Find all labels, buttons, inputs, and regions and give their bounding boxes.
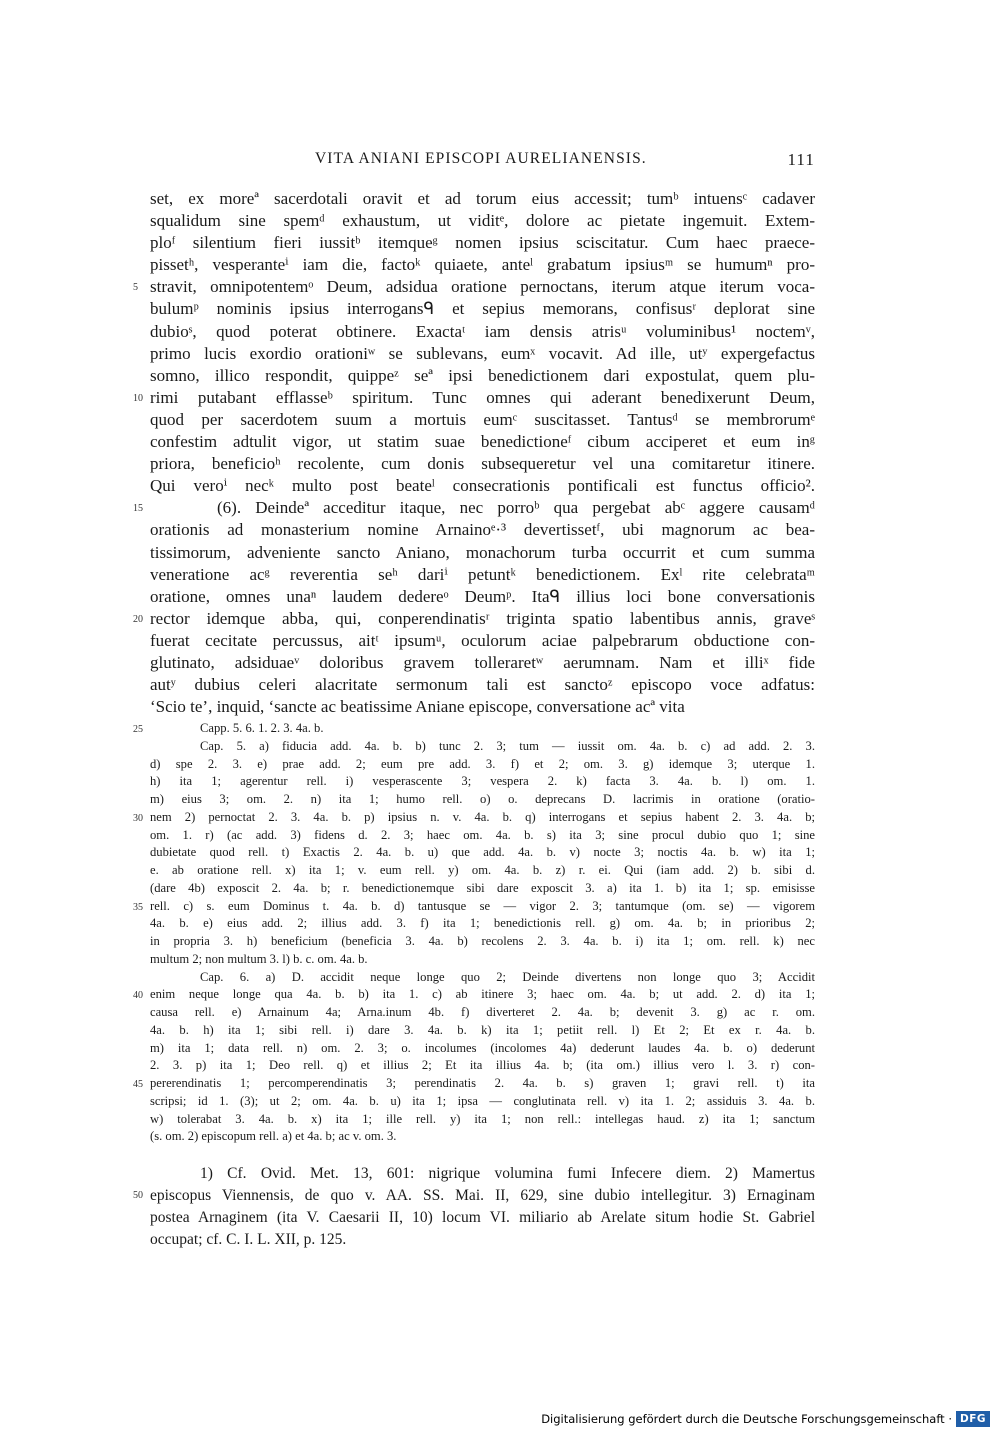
line-text: oratione, omnes unaⁿ laudem dedereᵒ Deumᵖ. Itaᑫ illius loci bone conversationis (150, 586, 815, 606)
line-text: Cap. 5. a) fiducia add. 4a. b. b) tunc 2. 3; tum — iussit om. 4a. b. c) ad add. 2. 3. (200, 738, 815, 753)
line-text: pererendinatis 1; percomperendinatis 3; perendinatis 2. 4a. b. s) graven 1; gravi rell. t) ita (150, 1076, 815, 1090)
line-text: autʸ dubius celeri alacritate sermonum tali est sanctoᶻ episcopo voce adfatus: (150, 675, 815, 695)
text-line (150, 542, 815, 564)
text-line (150, 431, 815, 453)
line-number: 5 (133, 282, 138, 294)
line-text: 2. 3. p) ita 1; Deo rell. q) et illius 2; Et ita illius 4a. b; (ita om.) illius vero l. 3. r) con- (150, 1058, 815, 1073)
text-line (133, 276, 815, 298)
line-text: om. 1. r) (ac add. 3) fidens d. 2. 3; haec om. 4a. b. s) ita 3; sine procul dubio quo 1; sine (150, 827, 815, 842)
footnotes (133, 1163, 815, 1251)
text-line (150, 475, 815, 497)
line-text: m) eius 3; om. 2. n) ita 1; humo rell. o) o. deprecans D. lacrimis in oratione (oratio- (150, 792, 815, 806)
line-text: d) spe 2. 3. e) prae add. 2; eum pre add. 3. f) et 2; om. 3. g) idemque 3; uterque 1. (150, 756, 815, 771)
line-text: Qui veroⁱ necᵏ multo post beateˡ consecrationis pontificali est functus officio². (150, 476, 815, 496)
apparatus-line (150, 969, 815, 987)
text-line (150, 519, 815, 541)
line-text: multum 2; non multum 3. l) b. c. om. 4a. b. (150, 951, 368, 966)
line-text: fuerat cecitate percussus, aitᵗ ipsumᵘ, oculorum aciae palpebrarum obductione con- (150, 630, 815, 650)
line-text: pissetʰ, vesperanteⁱ iam die, factoᵏ quiaete, anteˡ grabatum ipsiusᵐ se humumⁿ pro- (150, 255, 815, 275)
footnote-line (150, 1207, 815, 1229)
line-text: occupat; cf. C. I. L. XII, p. 125. (150, 1231, 347, 1248)
line-text: postea Arnaginem (ita V. Caesarii II, 10) locum VI. miliario ab Arelate situm hodie St. Gabriel (150, 1209, 815, 1226)
apparatus-line (133, 720, 815, 738)
line-text: rector idemque abba, qui, conperendinatisʳ triginta spatio labentibus annis, graveˢ (150, 608, 815, 628)
line-text: 1) Cf. Ovid. Met. 13, 601: nigrique volumina fumi Infecere diem. 2) Mamertus (200, 1165, 815, 1182)
text-line (150, 188, 815, 210)
apparatus-line (150, 844, 815, 862)
text-line (133, 608, 815, 630)
line-text: episcopus Viennensis, de quo v. AA. SS. Mai. II, 629, sine dubio intellegitur. 3) Ernaginam (150, 1187, 815, 1204)
text-line (133, 387, 815, 409)
line-text: confestim adtulit vigor, ut statim suae benedictioneᶠ cibum acciperet et eum inᵍ (150, 432, 815, 452)
critical-apparatus (133, 720, 815, 1146)
text-line (150, 453, 815, 475)
apparatus-line (150, 756, 815, 774)
apparatus-line (133, 809, 815, 827)
running-title: VITA ANIANI EPISCOPI AURELIANENSIS. (315, 150, 647, 167)
text-line (150, 210, 815, 232)
text-line (150, 343, 815, 365)
line-text: 4a. b. e) eius add. 2; illius add. 3. f) ita 1; benedictionis rell. g) om. 4a. b; in prioribus 2; (150, 916, 815, 931)
line-number: 50 (133, 1190, 143, 1201)
line-text: Cap. 6. a) D. accidit neque longe quo 2; Deinde divertens non longe quo 3; Accidit (200, 969, 815, 984)
line-number: 15 (133, 503, 143, 515)
apparatus-line (150, 951, 815, 969)
line-text: ‘Scio te’, inquid, ‘sancte ac beatissime Aniane episcope, conversatione acª vita (150, 697, 685, 717)
line-text: quod per sacerdotem suum a mortuis eumᶜ suscitasset. Tantusᵈ se membrorumᵉ (150, 409, 815, 429)
line-text: set, ex moreª sacerdotali oravit et ad torum eius accessit; tumᵇ intuensᶜ cadaver (150, 189, 815, 208)
apparatus-line (150, 773, 815, 791)
line-text: somno, illico respondit, quippeᶻ seª ipsi benedictionem dari expostulat, quem plu- (150, 365, 815, 385)
line-text: dubioˢ, quod poterat obtinere. Exactaᵗ iam densis atrisᵘ voluminibus¹ noctemᵛ, (150, 321, 815, 341)
text-line (150, 630, 815, 652)
apparatus-line (150, 791, 815, 809)
text-line (150, 254, 815, 276)
line-text: e. ab oratione rell. x) ita 1; v. eum rell. y) om. 4a. b. z) r. ei. Qui (iam add. 2) b. sibi d. (150, 863, 815, 877)
line-text: dubietate quod rell. t) Exactis 2. 4a. b. u) que add. 4a. b. v) nocte 3; noctis 4a. b. w) ita 1; (150, 845, 815, 860)
text-line (150, 674, 815, 696)
apparatus-line (150, 738, 815, 756)
footnote-line (133, 1185, 815, 1207)
line-number: 25 (133, 724, 143, 735)
line-text: rimi putabant efflasseᵇ spiritum. Tunc omnes qui aderant benedixerunt Deum, (150, 387, 815, 407)
line-text: orationis ad monasterium nomine Arnainoᵉ·³ devertissetᶠ, ubi magnorum ac bea- (150, 520, 815, 540)
text-line (150, 321, 815, 343)
line-number: 10 (133, 392, 143, 404)
apparatus-line (150, 1040, 815, 1058)
apparatus-line (150, 862, 815, 880)
apparatus-line (150, 1111, 815, 1129)
text-line (150, 652, 815, 674)
line-text: (dare 4b) exposcit 2. 4a. b; r. benedictionemque sibi dare exposcit 3. a) ita 1. b) ita 1; sp. emisisse (150, 880, 815, 895)
line-number: 40 (133, 990, 143, 1002)
line-text: rell. c) s. eum Dominus t. 4a. b. d) tantusque se — vigor 2. 3; tantumque (om. se) — vigorem (150, 898, 815, 913)
text-line (150, 564, 815, 586)
line-text: squalidum sine spemᵈ exhaustum, ut viditᵉ, dolore ac pietate ingemuit. Extem- (150, 211, 815, 231)
line-text: scripsi; id 1. (3); ut 2; om. 4a. b. u) ita 1; ipsa — conglutinata rell. v) ita 1. 2; assiduis 3. 4a. b. (150, 1093, 815, 1108)
text-line (150, 409, 815, 431)
dfg-logo: DFG (956, 1411, 990, 1427)
apparatus-line (133, 898, 815, 916)
footnote-line (150, 1163, 815, 1185)
line-text: (6). Deindeª acceditur itaque, nec porroᵇ qua pergebat abᶜ aggere causamᵈ (217, 498, 815, 518)
line-text: tissimorum, adveniente sancto Aniano, monachorum turba occurrit et cum summa (150, 542, 815, 562)
line-text: in propria 3. h) beneficium (beneficia 3. 4a. b) recolens 2. 3. 4a. b. i) ita 1; om. rell. k) nec (150, 934, 815, 948)
digitization-credit (541, 1408, 990, 1430)
line-number: 20 (133, 613, 143, 625)
page-number: 111 (787, 150, 815, 169)
line-text: 4a. b. h) ita 1; sibi rell. i) dare 3. 4a. b. k) ita 1; petiit rell. l) Et 2; Et ex r. 4a. b. (150, 1022, 815, 1037)
apparatus-line (150, 915, 815, 933)
line-text: (s. om. 2) episcopum rell. a) et 4a. b; ac v. om. 3. (150, 1129, 397, 1144)
apparatus-line (150, 1093, 815, 1111)
line-text: veneratione acᵍ reverentia seʰ dariⁱ petuntᵏ benedictionem. Exˡ rite celebrataᵐ (150, 564, 815, 584)
apparatus-line (150, 827, 815, 845)
apparatus-line (150, 933, 815, 951)
text-line (133, 497, 815, 519)
text-line (150, 586, 815, 608)
line-text: enim neque longe qua 4a. b. b) ita 1. c) ab itinere 3; haec om. 4a. b; ut add. 2. d) ita 1; (150, 987, 815, 1002)
apparatus-line (133, 986, 815, 1004)
line-text: w) tolerabat 3. 4a. b. x) ita 1; ille rell. y) ita 1; non rell.: intellegas haud. z) ita 1; sanctum (150, 1111, 815, 1126)
apparatus-line (150, 1004, 815, 1022)
footnote-line (150, 1229, 815, 1251)
line-text: bulumᵖ nominis ipsius interrogansᑫ et sepius memorans, confisusʳ deplorat sine (150, 299, 815, 319)
line-text: m) ita 1; data rell. n) om. 2. 3; o. incolumes (incolomes 4a) dederunt laudes 4a. b. o) dederunt (150, 1040, 815, 1055)
credit-text: Digitalisierung gefördert durch die Deutsche Forschungsgemeinschaft · (541, 1412, 952, 1426)
main-text (133, 188, 815, 718)
line-text: causa rell. e) Arnainum 4a; Arna.inum 4b. f) diverteret 2. 4a. b; devenit 3. g) ac r. om. (150, 1005, 815, 1019)
line-text: primo lucis exordio orationiʷ se sublevans, eumˣ vocavit. Ad ille, utʸ expergefactus (150, 343, 815, 363)
line-number: 35 (133, 901, 143, 913)
text-line (150, 232, 815, 254)
text-line (150, 298, 815, 320)
line-text: priora, beneficioʰ recolente, cum donis subsequeretur vel una comitaretur itinere. (150, 454, 815, 474)
line-text: glutinato, adsiduaeᵛ doloribus gravem tolleraretʷ aerumnam. Nam et illiˣ fide (150, 652, 815, 672)
line-number: 30 (133, 812, 143, 824)
line-number: 45 (133, 1079, 143, 1090)
text-line (150, 365, 815, 387)
text-line (150, 696, 815, 718)
apparatus-line (150, 1057, 815, 1075)
apparatus-line (150, 880, 815, 898)
line-text: ploᶠ silentium fieri iussitᵇ itemqueᵍ nomen ipsius sciscitatur. Cum haec praece- (150, 233, 815, 253)
line-text: stravit, omnipotentemᵒ Deum, adsidua oratione pernoctans, iterum atque iterum voca- (150, 277, 815, 297)
apparatus-line (150, 1128, 815, 1146)
apparatus-line (133, 1075, 815, 1093)
line-text: nem 2) pernoctat 2. 3. 4a. b. p) ipsius n. v. 4a. b. q) interrogans et sepius habent 2. 3. 4a. b; (150, 809, 815, 824)
apparatus-line (150, 1022, 815, 1040)
line-text: Capp. 5. 6. 1. 2. 3. 4a. b. (200, 721, 324, 735)
running-head (150, 150, 815, 174)
line-text: h) ita 1; agerentur rell. i) vesperascente 3; vespera 2. k) facta 3. 4a. b. l) om. 1. (150, 774, 815, 789)
